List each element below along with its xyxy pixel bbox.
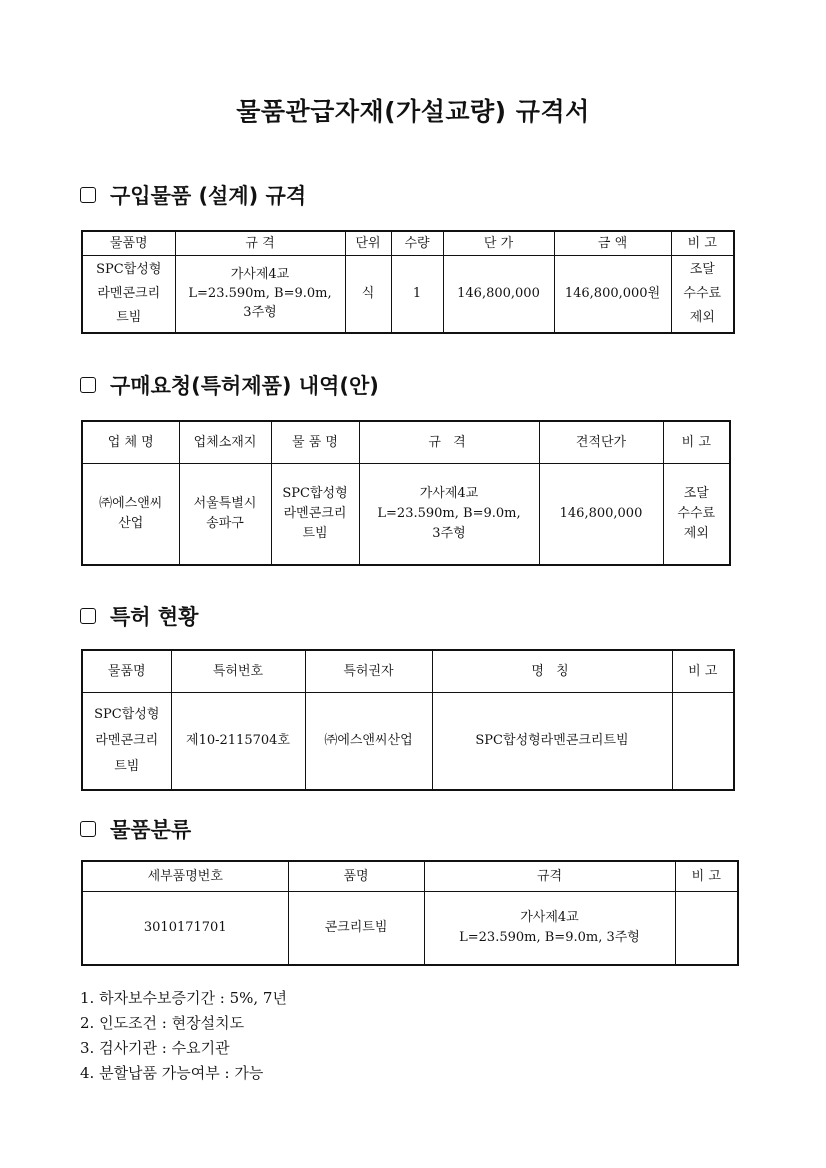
- table-header-row: [82, 421, 730, 463]
- section4-heading-text: 물품분류: [110, 818, 192, 842]
- header-cell: 업체소재지: [179, 421, 271, 463]
- page-title: 물품관급자재(가설교량) 규격서: [236, 97, 590, 126]
- spec-line: 가사제4교: [230, 267, 290, 283]
- patent-holder-cell: ㈜에스앤씨산업: [305, 692, 432, 790]
- note-line: 조달: [689, 261, 715, 277]
- price-cell: 146,800,000: [539, 463, 663, 565]
- spec-line: L=23.590m, B=9.0m, 3주형: [377, 505, 521, 541]
- spec-line: 가사제4교: [520, 909, 579, 925]
- note-line: 수수료: [683, 285, 722, 301]
- note-line: 제외: [683, 525, 709, 541]
- header-cell: 수량: [391, 231, 443, 255]
- header-cell: 비 고: [675, 861, 738, 891]
- table-header-row: [82, 861, 738, 891]
- qty-cell: 1: [391, 255, 443, 333]
- note-line: 조달: [683, 485, 709, 501]
- spec-cell: [359, 463, 539, 565]
- spec-cell: [424, 891, 675, 965]
- checkbox-square-icon: [80, 187, 96, 203]
- patent-status-table: [81, 649, 735, 791]
- company-line: 산업: [118, 515, 144, 531]
- purchase-spec-table: [81, 230, 735, 334]
- location-line: 서울특별시: [193, 495, 257, 511]
- item-line: 트빔: [116, 309, 142, 325]
- section2-heading: [80, 370, 379, 400]
- header-cell: 업 체 명: [82, 421, 179, 463]
- section2-heading-text: 구매요청(특허제품) 내역(안): [110, 374, 379, 398]
- note-line: 수수료: [677, 505, 716, 521]
- section3-heading: [80, 601, 198, 631]
- checkbox-square-icon: [80, 821, 96, 837]
- company-line: ㈜에스앤씨: [99, 495, 163, 511]
- item-line: SPC합성형: [94, 706, 160, 722]
- note-item: 3. 검사기관 : 수요기관: [80, 1039, 230, 1057]
- unit-cell: 식: [345, 255, 391, 333]
- header-cell: 세부품명번호: [82, 861, 288, 891]
- table-header-row: [82, 231, 734, 255]
- item-line: 라멘콘크리: [283, 505, 347, 521]
- header-cell: 물 품 명: [271, 421, 359, 463]
- amount-cell: 146,800,000원: [554, 255, 671, 333]
- location-line: 송파구: [206, 515, 244, 531]
- spec-line: 가사제4교: [419, 485, 479, 501]
- note-cell: [671, 255, 734, 333]
- unit-price-cell: 146,800,000: [443, 255, 554, 333]
- header-cell: 견적단가: [539, 421, 663, 463]
- table-row: [82, 463, 730, 565]
- item-name-cell: [271, 463, 359, 565]
- header-cell: 물품명: [82, 650, 171, 692]
- patent-number-cell: 제10-2115704호: [171, 692, 305, 790]
- purchase-request-table: [81, 420, 731, 566]
- note-cell: [672, 692, 734, 790]
- table-row: [82, 891, 738, 965]
- header-cell: 특허권자: [305, 650, 432, 692]
- header-cell: 물품명: [82, 231, 175, 255]
- section1-heading: [80, 180, 306, 210]
- item-name-cell: 콘크리트빔: [288, 891, 424, 965]
- section4-heading: [80, 814, 191, 844]
- header-cell: 품명: [288, 861, 424, 891]
- note-line: 제외: [689, 309, 715, 325]
- item-name-cell: [82, 692, 171, 790]
- item-name-cell: [82, 255, 175, 333]
- spec-line: L=23.590m, B=9.0m, 3주형: [459, 929, 640, 945]
- header-cell: 비 고: [663, 421, 730, 463]
- note-item: 2. 인도조건 : 현장설치도: [80, 1014, 245, 1032]
- note-item: 1. 하자보수보증기간 : 5%, 7년: [80, 989, 287, 1007]
- header-cell: 비 고: [671, 231, 734, 255]
- item-line: 트빔: [302, 525, 328, 541]
- section3-heading-text: 특허 현황: [110, 605, 199, 629]
- checkbox-square-icon: [80, 608, 96, 624]
- item-line: 라멘콘크리: [97, 285, 161, 301]
- section1-heading-text: 구입물품 (설계) 규격: [110, 184, 307, 208]
- item-line: 트빔: [114, 758, 140, 774]
- header-cell: 규격: [424, 861, 675, 891]
- header-cell: 특허번호: [171, 650, 305, 692]
- header-cell: 규 격: [359, 421, 539, 463]
- header-cell: 금 액: [554, 231, 671, 255]
- item-line: SPC합성형: [282, 485, 348, 501]
- table-header-row: [82, 650, 734, 692]
- header-cell: 단위: [345, 231, 391, 255]
- header-cell: 비 고: [672, 650, 734, 692]
- checkbox-square-icon: [80, 377, 96, 393]
- note-cell: [675, 891, 738, 965]
- header-cell: 명 칭: [432, 650, 672, 692]
- table-row: [82, 692, 734, 790]
- header-cell: 단 가: [443, 231, 554, 255]
- spec-line: L=23.590m, B=9.0m,: [188, 286, 332, 302]
- spec-line: 3주형: [243, 305, 277, 321]
- notes-list: [80, 986, 287, 1086]
- note-item: 4. 분할납품 가능여부 : 가능: [80, 1064, 264, 1082]
- table-row: [82, 255, 734, 333]
- spec-cell: [175, 255, 345, 333]
- item-line: SPC합성형: [96, 261, 162, 277]
- note-cell: [663, 463, 730, 565]
- company-cell: [82, 463, 179, 565]
- location-cell: [179, 463, 271, 565]
- item-line: 라멘콘크리: [95, 732, 159, 748]
- header-cell: 규 격: [175, 231, 345, 255]
- item-classification-table: [81, 860, 739, 966]
- patent-name-cell: SPC합성형라멘콘크리트빔: [432, 692, 672, 790]
- item-code-cell: 3010171701: [82, 891, 288, 965]
